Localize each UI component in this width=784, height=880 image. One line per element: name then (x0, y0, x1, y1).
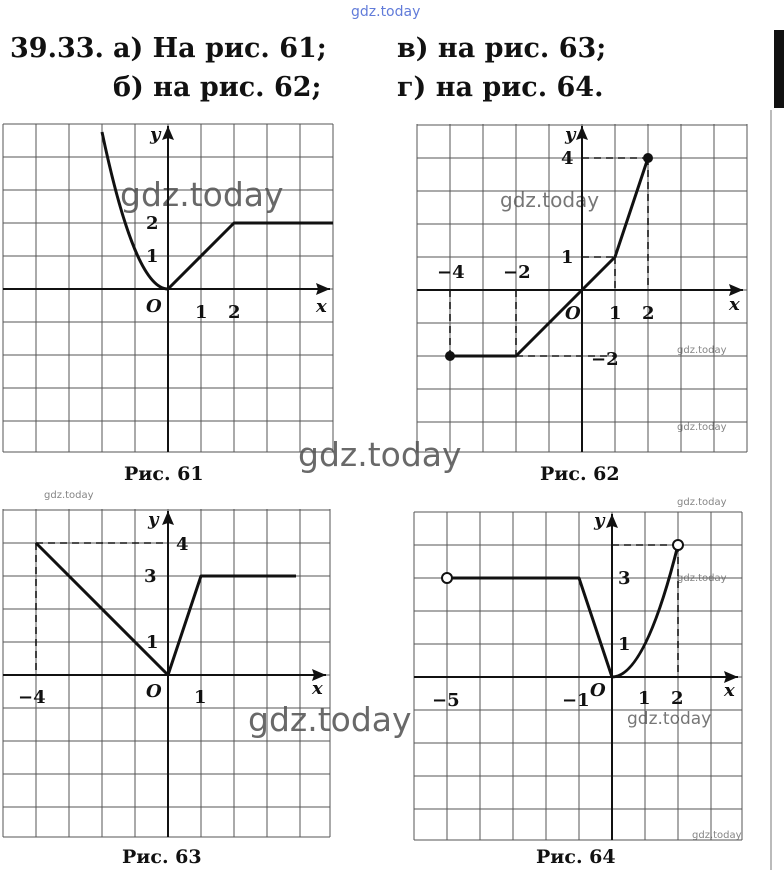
fig61-x-axis-label: x (316, 296, 327, 317)
fig62-tick-y-minus2: −2 (591, 349, 619, 370)
fig63-x-axis-label: x (312, 678, 323, 699)
fig64-tick-y-1: 1 (618, 634, 631, 655)
watermark-fig62-small-2: gdz.today (677, 422, 727, 433)
item-b: б) на рис. 62; (113, 72, 322, 103)
fig61-tick-y-2: 2 (146, 213, 159, 234)
fig62-tick-y-1: 1 (561, 247, 574, 268)
fig63-y-arrow (162, 511, 174, 525)
fig62-y-axis-label: y (565, 124, 576, 145)
fig63-tick-y-3: 3 (144, 566, 157, 587)
watermark-fig63: gdz.today (248, 700, 412, 739)
fig64-point-end-open (673, 540, 683, 550)
figure-61 (0, 120, 340, 460)
fig63-origin-label: O (146, 681, 162, 702)
fig64-y-arrow (606, 514, 618, 528)
fig64-x-axis-label: x (724, 680, 735, 701)
fig61-caption: Рис. 61 (124, 463, 204, 485)
fig61-y-arrow (162, 126, 174, 140)
fig62-tick-y-4: 4 (561, 148, 574, 169)
fig61-graph (102, 132, 333, 289)
watermark-fig61: gdz.today (120, 175, 284, 214)
fig62-x-axis-label: x (729, 294, 740, 315)
watermark-fig62: gdz.today (500, 188, 600, 212)
item-a: а) На рис. 61; (113, 33, 327, 64)
fig61-tick-x-2: 2 (228, 302, 241, 323)
figure-64 (412, 510, 747, 850)
fig62-tick-x-1: 1 (609, 303, 622, 324)
page-edge-marker (774, 30, 784, 108)
fig62-origin-label: O (565, 303, 581, 324)
fig64-tick-x-minus1: −1 (562, 690, 590, 711)
watermark-fig64-small-2: gdz.today (677, 573, 727, 584)
page-edge-line (770, 110, 772, 870)
watermark-bottom-small: gdz.today (692, 830, 742, 841)
fig64-point-start-open (442, 573, 452, 583)
watermark-fig64-small-1: gdz.today (677, 497, 727, 508)
fig63-caption: Рис. 63 (122, 846, 202, 868)
watermark-fig63-small: gdz.today (44, 490, 94, 501)
item-g: г) на рис. 64. (397, 72, 604, 103)
fig62-y-arrow (576, 126, 588, 140)
fig64-tick-x-2: 2 (671, 688, 684, 709)
watermark-top: gdz.today (351, 4, 421, 20)
watermark-fig64: gdz.today (627, 709, 712, 729)
fig61-origin-label: O (146, 296, 162, 317)
fig64-origin-label: O (590, 680, 606, 701)
fig62-tick-x-minus2: −2 (503, 262, 531, 283)
fig61-tick-x-1: 1 (195, 302, 208, 323)
fig64-tick-y-3: 3 (618, 568, 631, 589)
fig62-caption: Рис. 62 (540, 463, 620, 485)
figure-63 (0, 507, 340, 847)
fig64-y-axis-label: y (594, 510, 605, 531)
figure-62 (415, 120, 745, 460)
fig63-tick-y-4: 4 (176, 534, 189, 555)
fig63-tick-x-minus4: −4 (18, 687, 46, 708)
watermark-fig62-small-1: gdz.today (677, 345, 727, 356)
problem-number: 39.33. (10, 33, 104, 64)
fig64-tick-x-1: 1 (638, 688, 651, 709)
fig64-caption: Рис. 64 (536, 846, 616, 868)
fig61-y-axis-label: y (150, 124, 161, 145)
watermark-center: gdz.today (298, 435, 462, 474)
fig62-tick-x-2: 2 (642, 303, 655, 324)
fig63-tick-y-1: 1 (146, 632, 159, 653)
fig63-y-axis-label: y (148, 509, 159, 530)
fig61-x-arrow (316, 283, 330, 295)
fig61-tick-y-1: 1 (146, 246, 159, 267)
fig63-tick-x-1: 1 (194, 687, 207, 708)
fig62-point-start (445, 351, 455, 361)
fig64-tick-x-minus5: −5 (432, 690, 460, 711)
item-v: в) на рис. 63; (397, 33, 607, 64)
fig62-tick-x-minus4: −4 (437, 262, 465, 283)
fig62-point-end (643, 153, 653, 163)
